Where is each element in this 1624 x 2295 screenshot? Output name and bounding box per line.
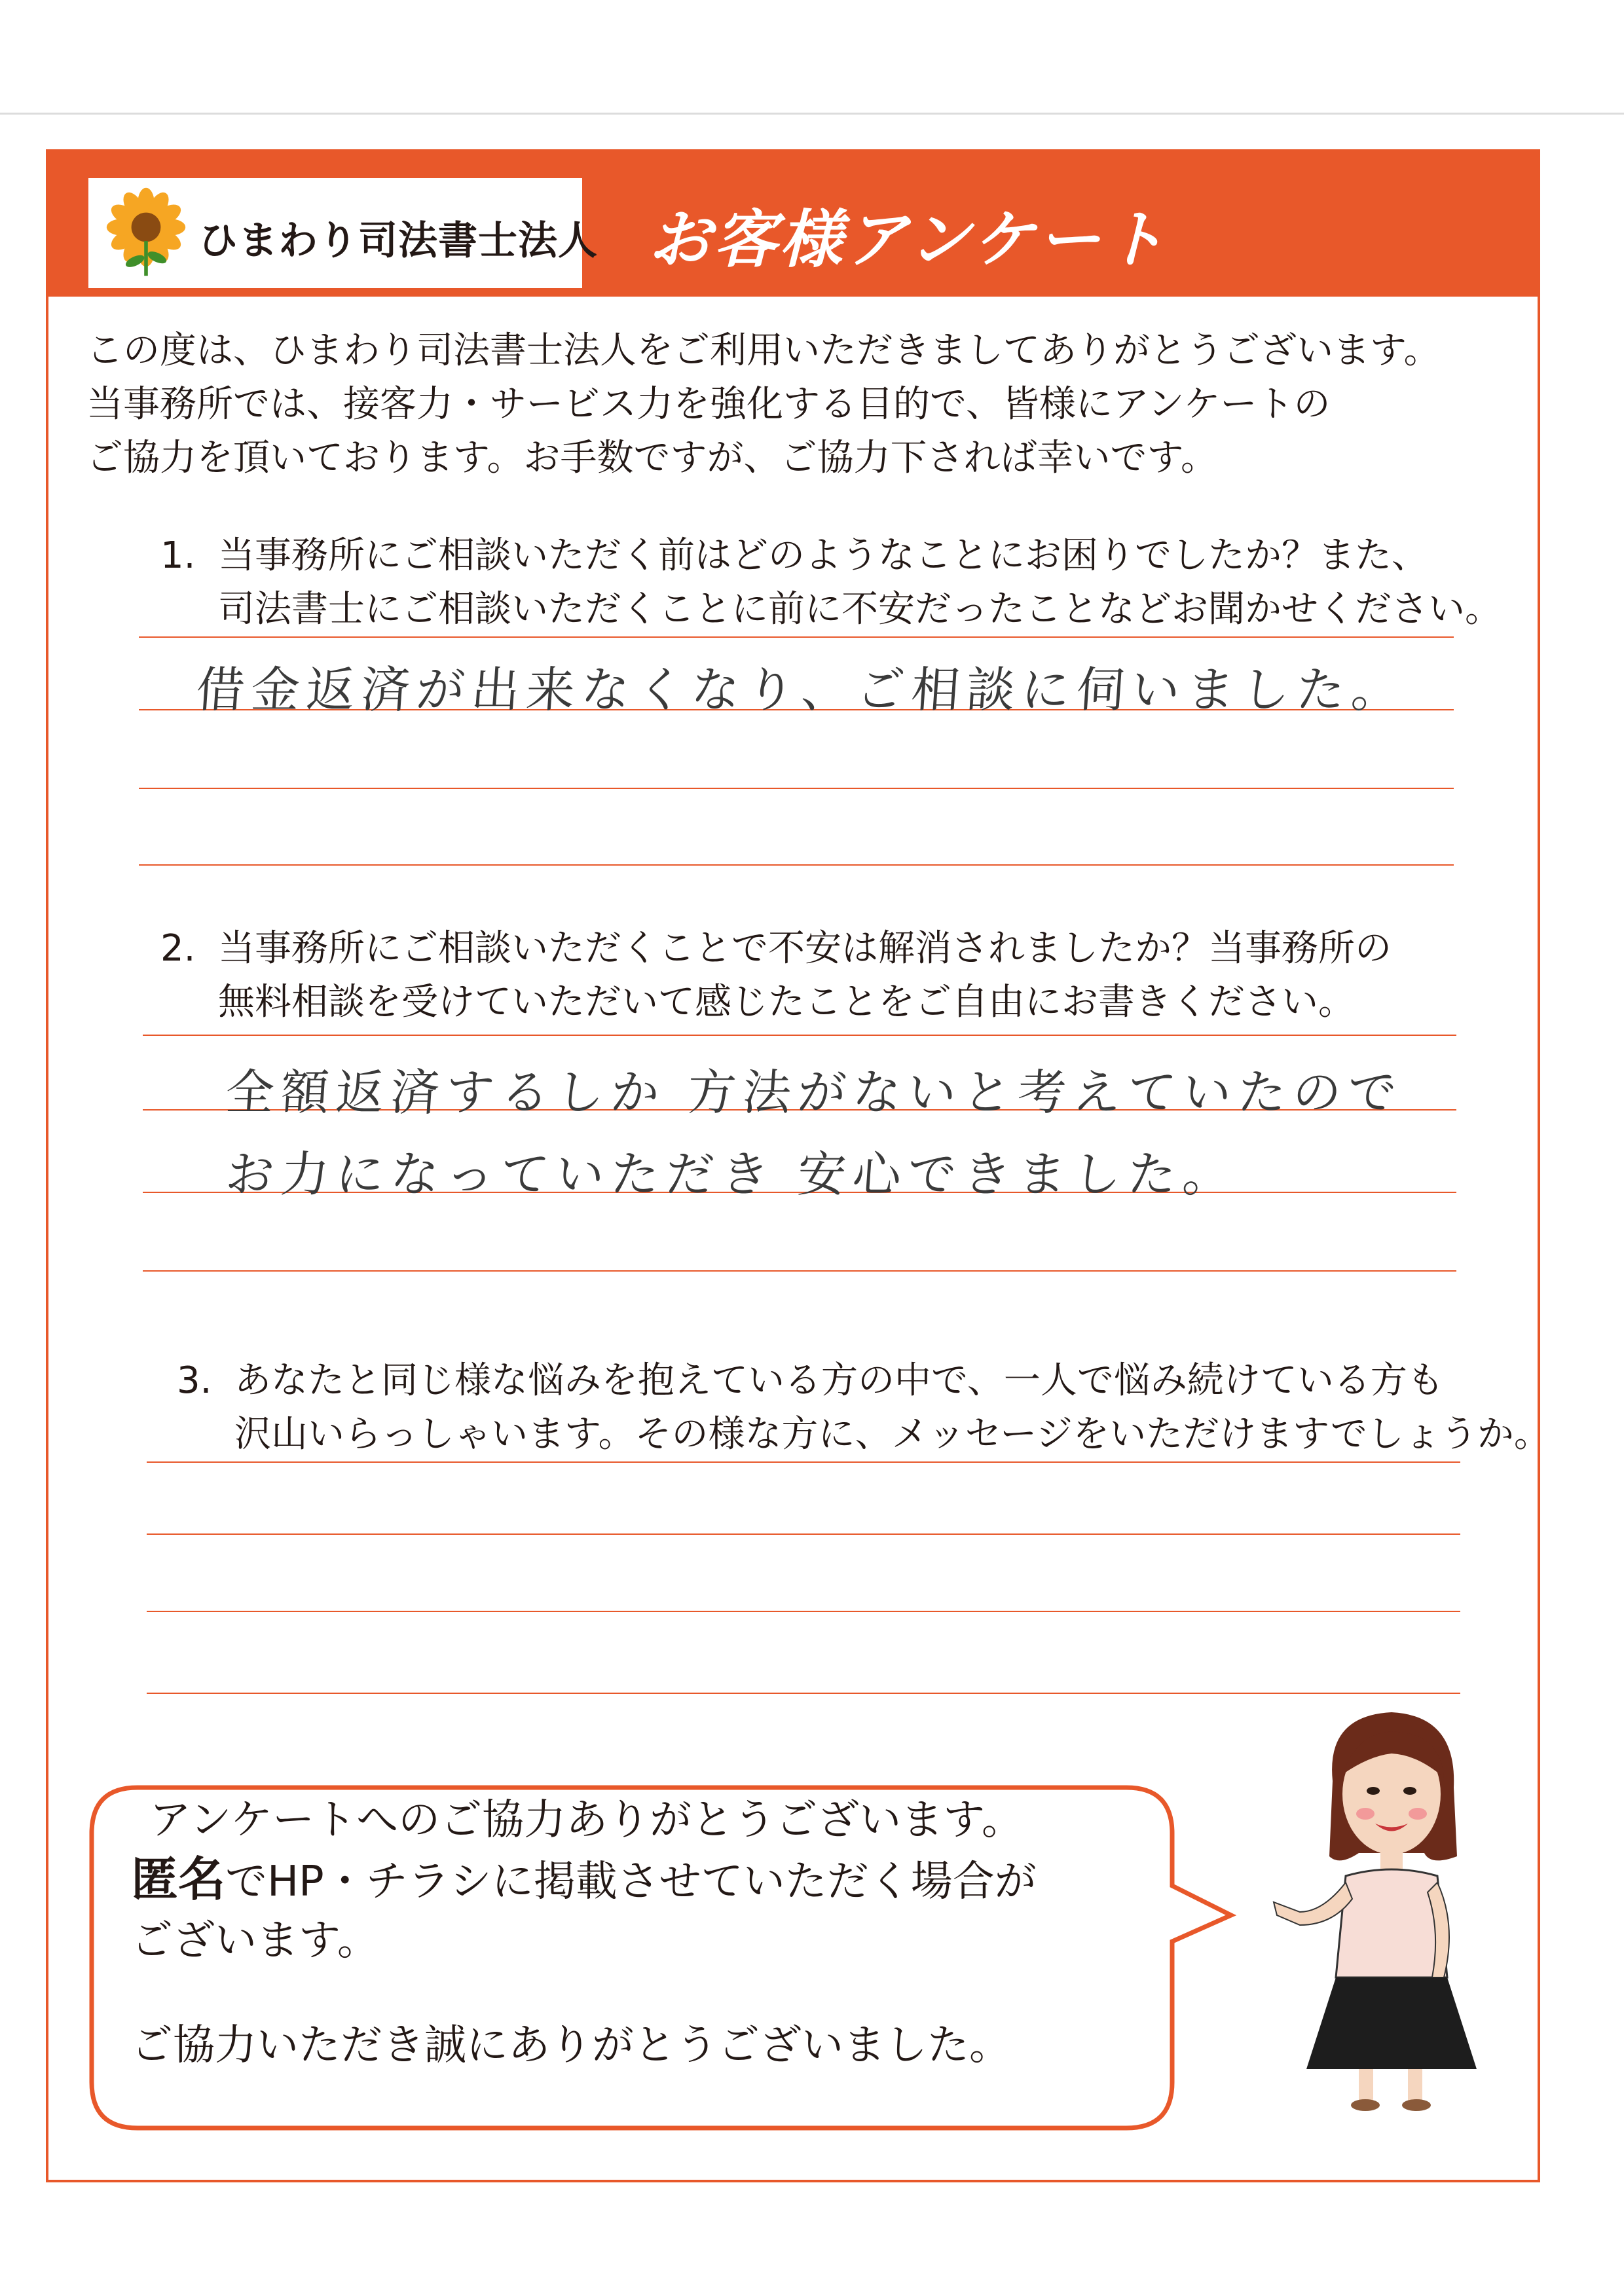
answer-line [147, 1533, 1460, 1535]
question-text: 当事務所にご相談いただくことで不安は解消されましたか？当事務所の [218, 927, 1392, 970]
answer-line [147, 1461, 1460, 1463]
answer-line [147, 1611, 1460, 1612]
answer-line [143, 1035, 1456, 1036]
question-3 [177, 1354, 1551, 1461]
bubble-emphasis: 匿名 [131, 1852, 226, 1907]
bubble-line: ございます。 [131, 1917, 379, 1965]
handwritten-answer: 全額返済するしか 方法がないと考えていたので [223, 1065, 1405, 1121]
answer-line [139, 788, 1454, 789]
bubble-line-rest: でHP・チラシに掲載させていただく場合が [225, 1858, 1037, 1906]
woman-illustration [1261, 1702, 1509, 2115]
handwritten-answer: お力になっていただき 安心できました。 [223, 1147, 1240, 1203]
question-text: 司法書士にご相談いただくことに前に不安だったことなどお聞かせください。 [218, 588, 1502, 631]
intro-line: 当事務所では、接客力・サービス力を強化する目的で、皆様にアンケートの [86, 383, 1331, 426]
logo-text: ひまわり司法書士法人 [198, 218, 598, 264]
intro-text [86, 324, 1494, 485]
answer-line [143, 1270, 1456, 1272]
intro-line: この度は、ひまわり司法書士法人をご利用いただきましてありがとうございます。 [86, 329, 1441, 372]
sunflower-icon [100, 186, 192, 278]
bubble-line: アンケートへのご協力ありがとうございます。 [149, 1796, 1024, 1845]
answer-line [147, 1693, 1460, 1694]
handwritten-answer: 借金返済が出来なくなり、ご相談に伺いました。 [194, 662, 1409, 718]
answer-line [139, 864, 1454, 866]
question-text: 当事務所にご相談いただく前はどのようなことにお困りでしたか？また、 [218, 534, 1428, 577]
question-1 [160, 529, 1502, 636]
question-number: 3. [177, 1359, 212, 1402]
page-top-rule [0, 113, 1624, 115]
page-title: お客様アンケート [648, 203, 1169, 276]
intro-line: ご協力を頂いております。お手数ですが、ご協力下されば幸いです。 [86, 437, 1218, 479]
question-2 [160, 922, 1392, 1029]
question-text: 沢山いらっしゃいます。その様な方に、メッセージをいただけますでしょうか。 [234, 1413, 1551, 1456]
logo [88, 178, 598, 288]
bubble-text [131, 1791, 1037, 2075]
answer-line [139, 636, 1454, 638]
question-text: 無料相談を受けていただいて感じたことをご自由にお書きください。 [218, 981, 1355, 1023]
question-number: 1. [160, 534, 196, 577]
question-number: 2. [160, 927, 196, 970]
bubble-line: ご協力いただき誠にありがとうございました。 [131, 2021, 1011, 2070]
bubble-line [131, 1850, 1037, 1911]
question-text: あなたと同じ様な悩みを抱えている方の中で、一人で悩み続けている方も [234, 1359, 1444, 1402]
